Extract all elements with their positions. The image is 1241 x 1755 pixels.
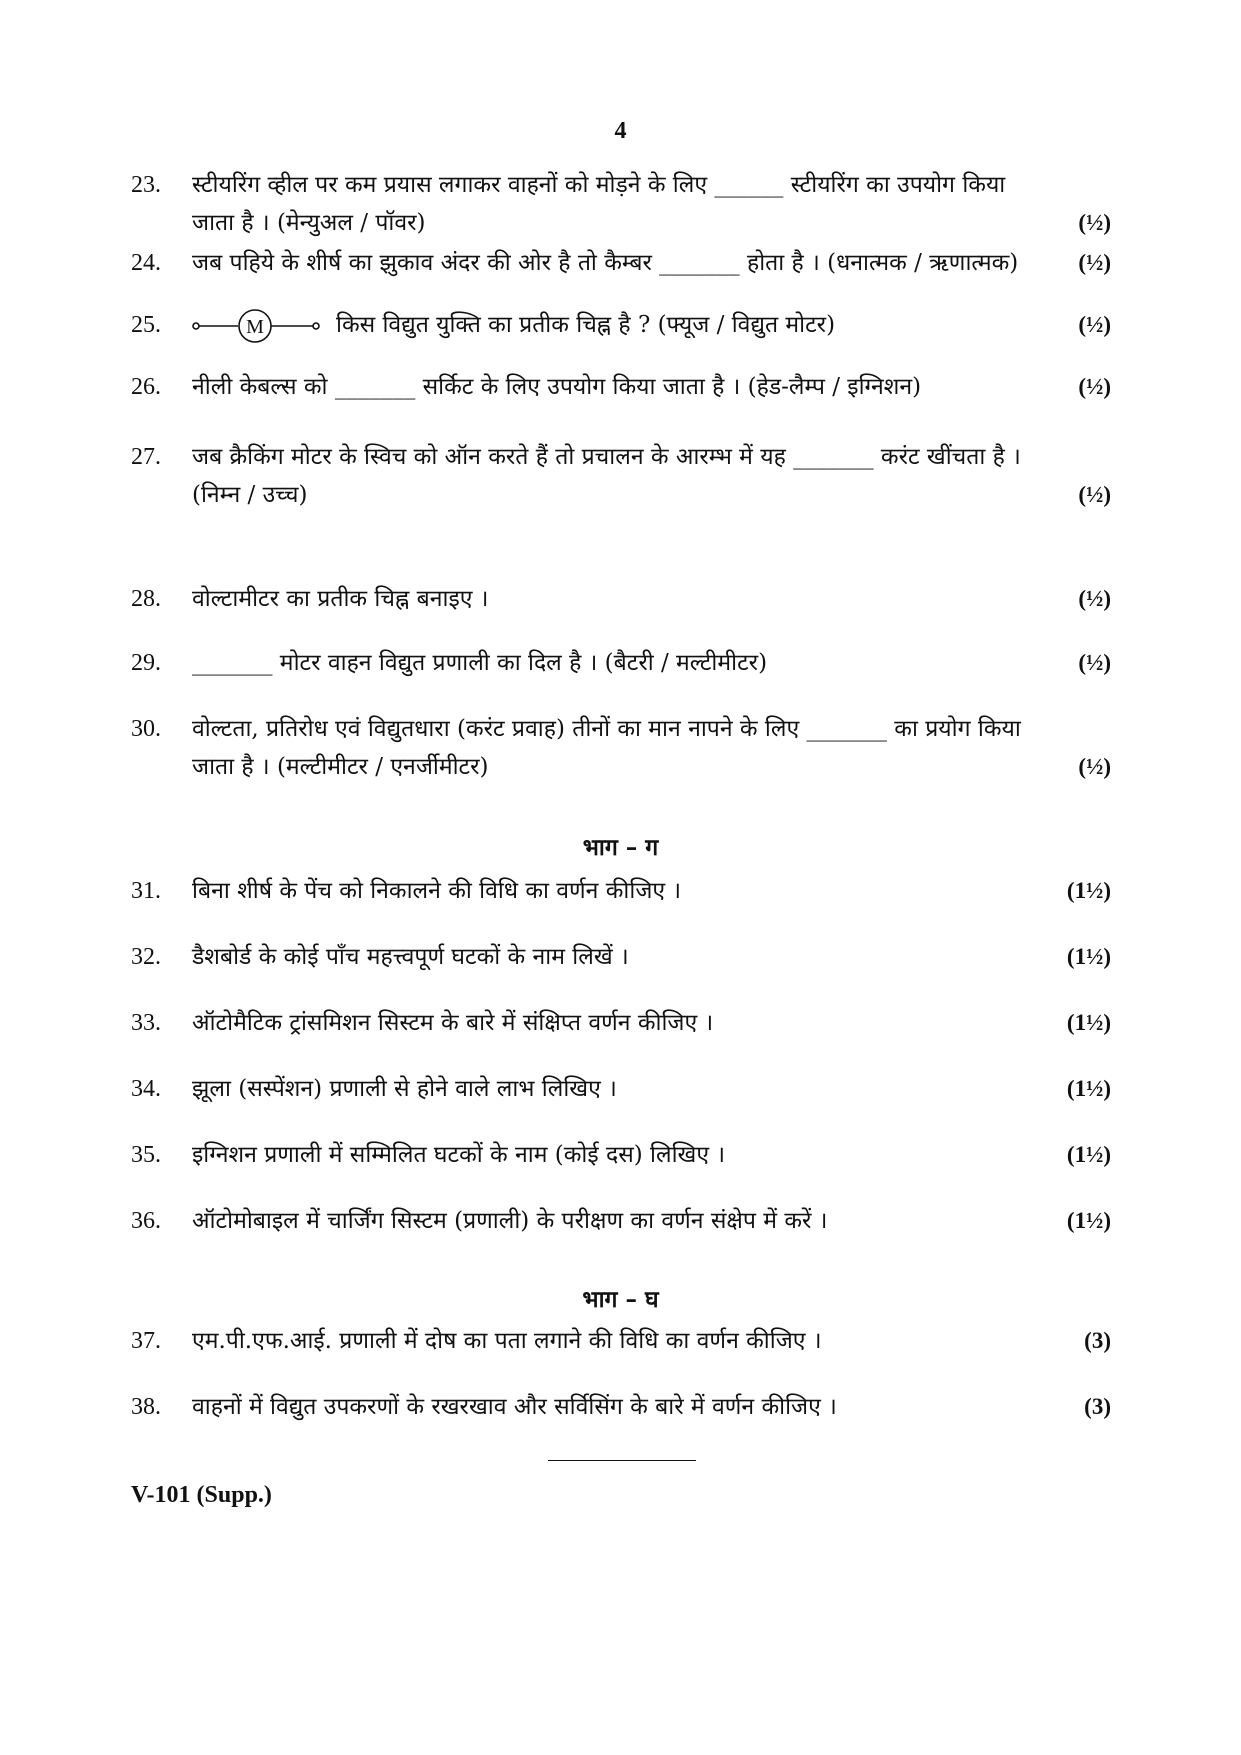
question-marks: (½) [1078, 250, 1111, 275]
question-24 [131, 244, 1111, 282]
question-32 [131, 938, 1111, 976]
question-36 [131, 1202, 1111, 1240]
question-text: झूला (सस्पेंशन) प्रणाली से होने वाले लाभ लिखिए । [192, 1076, 617, 1102]
question-number: 31. [131, 878, 161, 904]
question-38 [131, 1388, 1111, 1426]
question-text: वोल्टता, प्रतिरोध एवं विद्युतधारा (करंट प्रवाह) तीनों का मान नापने के लिए _______ का प्रयोग किया जाता है । (मल्टीमीटर / एनर्जीमीटर) [192, 716, 1021, 780]
question-marks: (1½) [1066, 1142, 1111, 1167]
question-number: 23. [131, 172, 161, 198]
question-text: वाहनों में विद्युत उपकरणों के रखरखाव और सर्विसिंग के बारे में वर्णन कीजिए । [192, 1394, 837, 1420]
question-37 [131, 1322, 1111, 1360]
question-text: स्टीयरिंग व्हील पर कम प्रयास लगाकर वाहनों को मोड़ने के लिए ______ स्टीयरिंग का उपयोग किया जाता है । (मेन्युअल / पॉवर) [192, 172, 1006, 236]
question-number: 37. [131, 1328, 161, 1354]
question-text: एम.पी.एफ.आई. प्रणाली में दोष का पता लगाने की विधि का वर्णन कीजिए । [192, 1328, 822, 1354]
question-33 [131, 1004, 1111, 1042]
question-number: 28. [131, 586, 161, 612]
question-number: 30. [131, 716, 161, 742]
question-number: 33. [131, 1010, 161, 1036]
question-25 [131, 306, 1111, 344]
question-text: किस विद्युत युक्ति का प्रतीक चिह्न है ? (फ्यूज / विद्युत मोटर) [336, 312, 836, 338]
question-number: 32. [131, 944, 161, 970]
motor-symbol-letter: M [246, 316, 264, 338]
question-text: नीली केबल्स को _______ सर्किट के लिए उपयोग किया जाता है । (हेड-लैम्प / इग्निशन) [192, 374, 922, 400]
question-marks: (1½) [1066, 1076, 1111, 1101]
question-marks: (½) [1078, 754, 1111, 779]
question-number: 26. [131, 374, 161, 400]
question-35 [131, 1136, 1111, 1174]
question-marks: (3) [1084, 1328, 1111, 1353]
question-26 [131, 368, 1111, 406]
page-number: 4 [614, 118, 627, 144]
question-text: जब क्रैकिंग मोटर के स्विच को ऑन करते हैं तो प्रचालन के आरम्भ में यह _______ करंट खींचता है । (निम्न / उच्च) [192, 444, 1021, 508]
question-30 [131, 710, 1111, 786]
question-number: 35. [131, 1142, 161, 1168]
question-marks: (½) [1078, 586, 1111, 611]
question-text: इग्निशन प्रणाली में सम्मिलित घटकों के नाम (कोई दस) लिखिए । [192, 1142, 726, 1168]
question-text: बिना शीर्ष के पेंच को निकालने की विधि का वर्णन कीजिए । [192, 878, 682, 904]
question-number: 38. [131, 1394, 161, 1420]
question-number: 36. [131, 1208, 161, 1234]
question-number: 34. [131, 1076, 161, 1102]
question-marks: (1½) [1066, 1208, 1111, 1233]
question-number: 25. [131, 312, 161, 338]
question-29 [131, 644, 1111, 682]
question-28 [131, 580, 1111, 618]
motor-symbol-icon [192, 309, 320, 343]
question-marks: (½) [1078, 482, 1111, 507]
question-text: ऑटोमोबाइल में चार्जिंग सिस्टम (प्रणाली) के परीक्षण का वर्णन संक्षेप में करें । [192, 1208, 828, 1234]
question-31 [131, 872, 1111, 910]
question-marks: (1½) [1066, 944, 1111, 969]
question-marks: (½) [1078, 650, 1111, 675]
question-text: ऑटोमैटिक ट्रांसमिशन सिस्टम के बारे में संक्षिप्त वर्णन कीजिए । [192, 1010, 714, 1036]
paper-code: V-101 (Supp.) [131, 1482, 272, 1508]
question-text: जब पहिये के शीर्ष का झुकाव अंदर की ओर है तो कैम्बर _______ होता है । (धनात्मक / ऋणात्मक) [192, 250, 1019, 276]
question-marks: (½) [1078, 210, 1111, 235]
question-marks: (1½) [1066, 878, 1111, 903]
question-marks: (½) [1078, 312, 1111, 337]
question-number: 27. [131, 444, 161, 470]
section-c-title: भाग – ग [582, 834, 659, 861]
question-34 [131, 1070, 1111, 1108]
end-divider [548, 1460, 696, 1461]
question-text: वोल्टामीटर का प्रतीक चिह्न बनाइए । [192, 586, 489, 612]
question-number: 29. [131, 650, 161, 676]
question-marks: (½) [1078, 374, 1111, 399]
question-text: _______ मोटर वाहन विद्युत प्रणाली का दिल है । (बैटरी / मल्टीमीटर) [192, 650, 768, 676]
question-text: डैशबोर्ड के कोई पाँच महत्त्वपूर्ण घटकों के नाम लिखें । [192, 944, 629, 970]
question-number: 24. [131, 250, 161, 276]
question-marks: (1½) [1066, 1010, 1111, 1035]
question-23 [131, 166, 1111, 242]
question-27 [131, 438, 1111, 514]
section-d-title: भाग – घ [582, 1286, 659, 1313]
question-marks: (3) [1084, 1394, 1111, 1419]
